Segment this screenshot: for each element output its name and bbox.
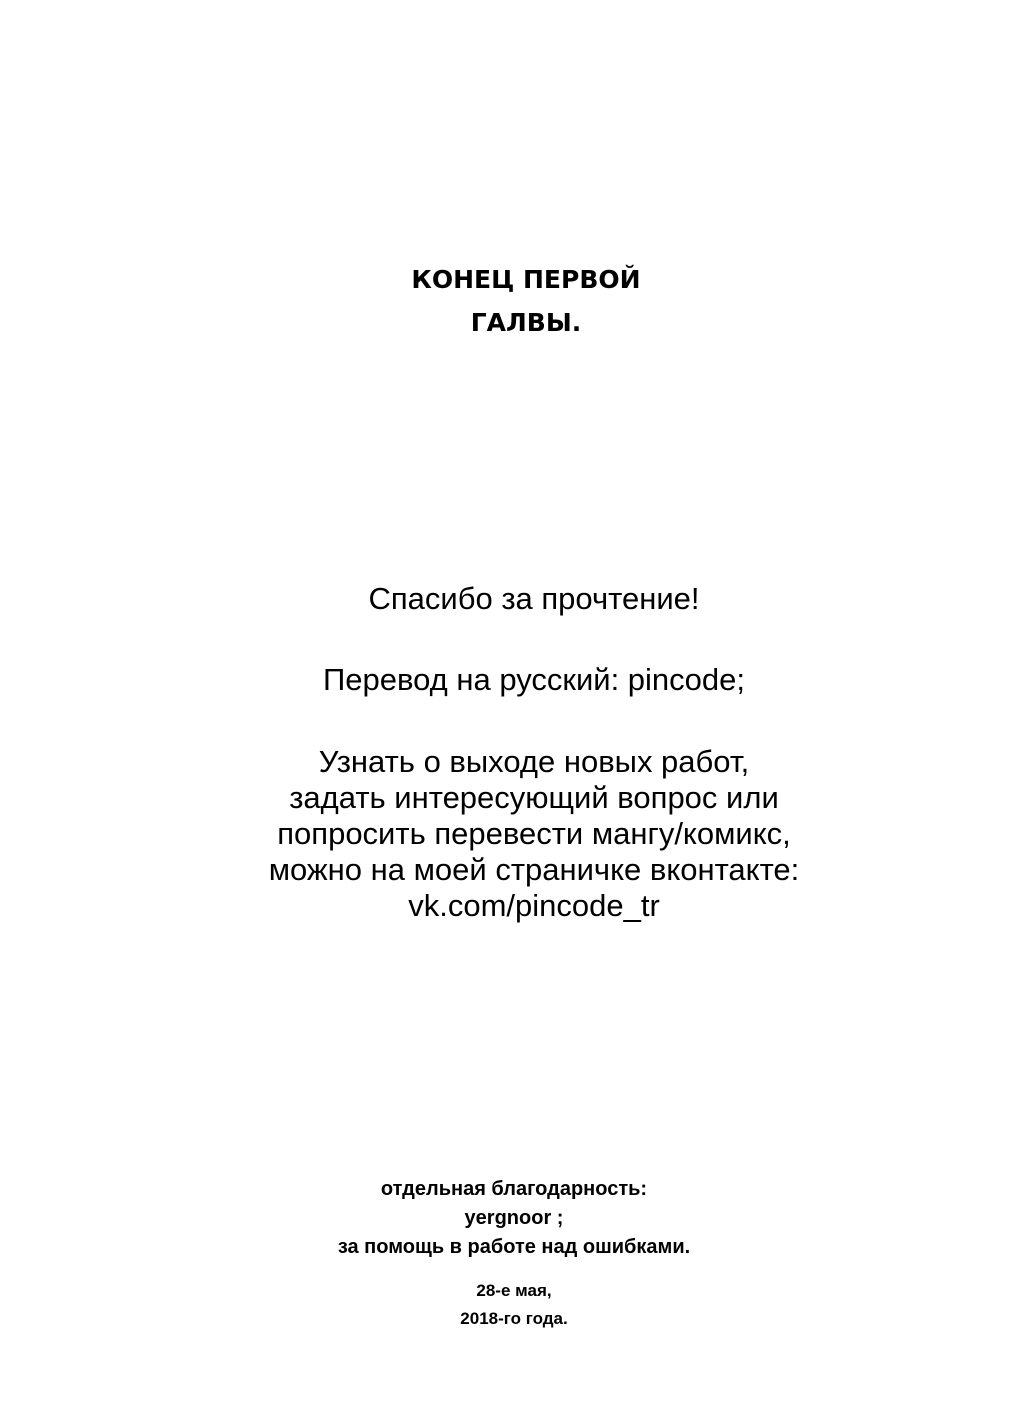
acknowledgement-reason: за помощь в работе над ошибками. [337, 1236, 691, 1258]
info-block [0, 744, 1032, 924]
acknowledgement-name: yergnoor ; [464, 1207, 564, 1229]
thanks-message: Спасибо за прочтение! [368, 581, 700, 616]
translation-credit: Перевод на русский: pincode; [322, 662, 746, 697]
date-line: 28-е мая, [476, 1281, 552, 1300]
chapter-end-title-line-1: КОНЕЦ ПЕРВОЙ [411, 265, 641, 294]
info-line: можно на моей страничке вконтакте: [268, 852, 800, 887]
info-line: задать интересующий вопрос или [289, 780, 779, 815]
acknowledgement-heading: отдельная благодарность: [380, 1178, 648, 1200]
vk-link: vk.com/pincode_tr [408, 888, 660, 923]
year-line: 2018-го года. [460, 1309, 568, 1328]
chapter-end-title-line-2: ГАЛВЫ. [470, 308, 582, 337]
info-line: попросить перевести мангу/комикс, [277, 816, 791, 851]
date-block [0, 1277, 1028, 1333]
info-line: Узнать о выходе новых работ, [318, 744, 750, 779]
acknowledgements [0, 1175, 1028, 1262]
